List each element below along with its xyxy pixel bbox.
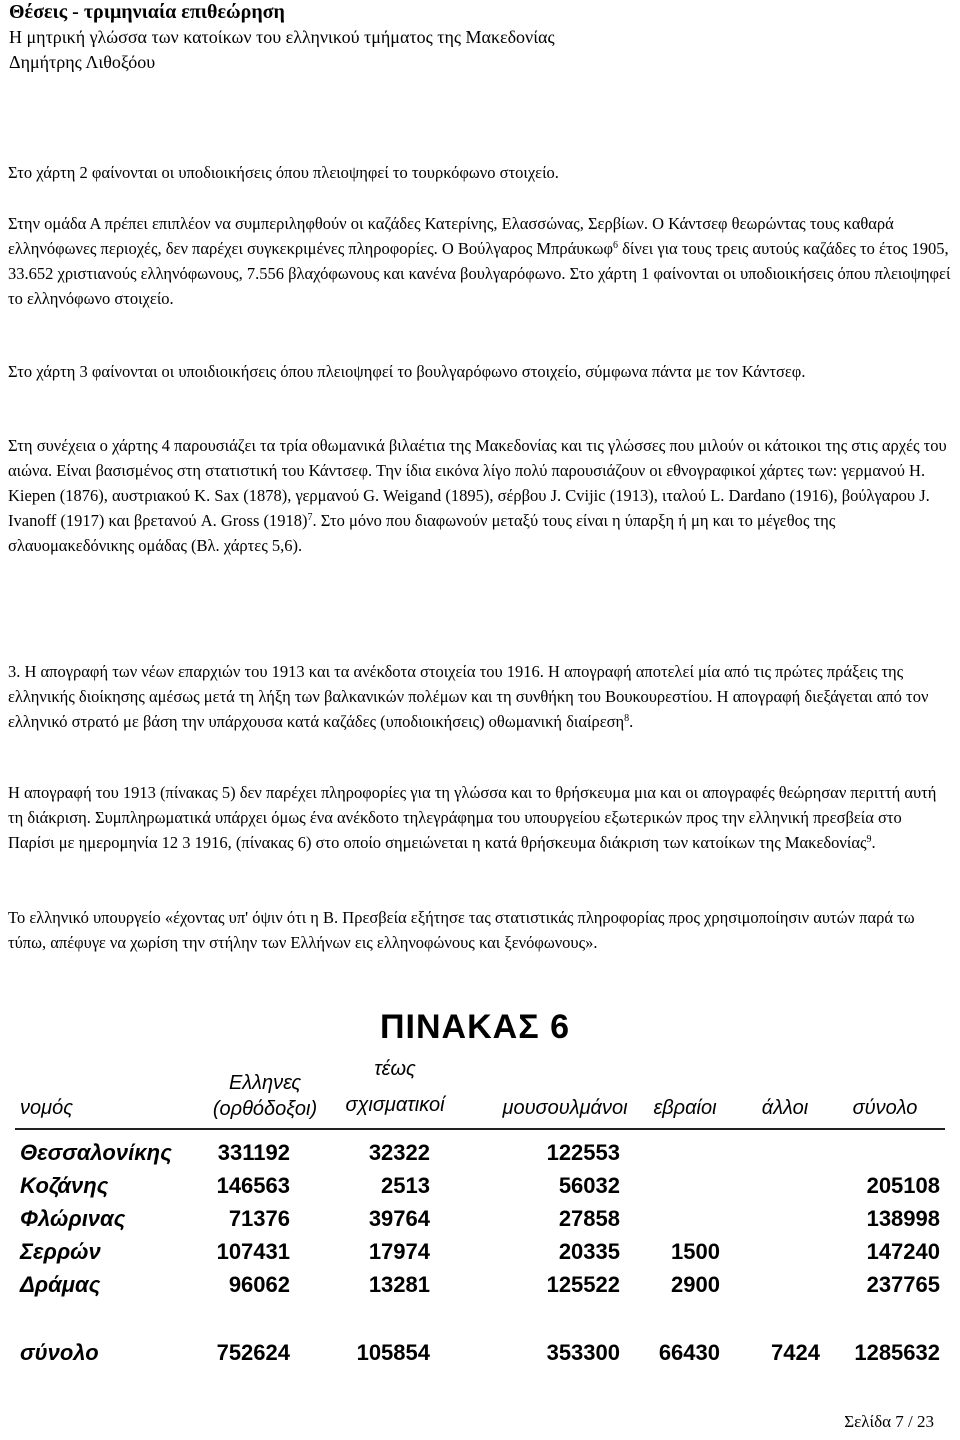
page-number: Σελίδα 7 / 23 [844,1412,934,1431]
col-header-alloi: άλλοι [761,1097,809,1119]
table-title: ΠΙΝΑΚΑΣ 6 [380,1008,570,1046]
paragraph-census-1913: 3. Η απογραφή των νέων επαρχιών του 1913 και τα ανέκδοτα στοιχεία του 1916. Η απογραφή αποτελεί μία από τις πρώτες πράξεις της ελληνικής διοίκησης αμέσως μετά τη λήξη των βαλκανικών πολέμων και τη συνθήκη του Βουκουρεστίου. Η απογραφή διεξάγεται από τον ελληνικό στρατό με βάση την υπάρχουσα κατά καζάδες (υποδιοικήσεις) οθωμανική διαίρεση$^8$. [8,662,929,731]
col-header-nomos: νομός [20,1097,73,1119]
paragraph-group-a: Στην ομάδα Α πρέπει επιπλέον να συμπεριληφθούν οι καζάδες Κατερίνης, Ελασσώνας, Σερβίων. Ο Κάντσεφ θεωρώντας τους καθαρά ελληνόφωνες περιοχές, δεν παρέχει συγκεκριμένες πληροφορίες. Ο Βούλγαρος Μπράυκωφ$^6$ δίνει για τους τρεις αυτούς καζάδες το έτος 1905, 33.652 χριστιανούς ελληνόφωνους, 7.556 βλαχόφωνους και κανένα βουλγαρόφωνο. Στο χάρτη 1 φαίνονται οι υποδιοικήσεις όπου πλειοψηφεί το ελληνόφωνο στοιχείο. [8,214,951,308]
table-rule [15,1128,945,1130]
table-6-image: ΠΙΝΑΚΑΣ 6 νομός Ελληνες (ορθόδοξοι) τέως σχισματικοί μουσουλμάνοι εβραίοι άλλοι σύνολο Θεσσαλονίκης 331192 32322 122553 Κοζάνης 146563 2513 56032 205108 Φλώρινας 71376 39764 27858 138998 Σερρών 107431 17974 20335 1500 147240 Δράμας 96062 13281 125522 2900 237765 σύνολο 752624 105854 353300 66430 7424 1285632 [0,998,960,1390]
footnote-ref-9[interactable]: 9 [866,834,872,845]
paragraph-map3: Στο χάρτη 3 φαίνονται οι υποιδιοικήσεις όπου πλειοψηφεί το βουλγαρόφωνο στοιχείο, σύμφωνα πάντα με τον Κάντσεφ. [8,362,806,381]
col-header-evraioi: εβραίοι [653,1097,717,1119]
author-name: Δημήτρης Λιθοξόου [9,52,156,72]
footnote-ref-7[interactable]: 7 [307,512,313,523]
paragraph-map4: Στη συνέχεια ο χάρτης 4 παρουσιάζει τα τρία οθωμανικά βιλαέτια της Μακεδονίας και τις γλώσσες που μιλούν οι κάτοικοι της στις αρχές του αιώνα. Είναι βασισμένος στη στατιστική του Κάντσεφ. Την ίδια εικόνα λίγο πολύ παρουσιάζουν οι εθνογραφικοί χάρτες των: γερμανού H. Kiepen (1876), αυστριακού K. Sax (1878), γερμανού G. Weigand (1895), σέρβου J. Cvijic (1913), ιταλού L. Dardano (1916), βούλγαρου J. Ivanoff (1917) και βρετανού A. Gross $(1918)^7$. Στο μόνο που διαφωνούν μεταξύ τους είναι η ύπαρξη ή μη και το μέγεθος της σλαυομακεδόνικης ομάδας (Βλ. χάρτες 5,6). [8,436,947,555]
paragraph-map2: Στο χάρτη 2 φαίνονται οι υποδιοικήσεις όπου πλειοψηφεί το τουρκόφωνο στοιχείο. [8,163,559,182]
paragraph-ministry-quote: Το ελληνικό υπουργείο «έχοντας υπ' όψιν ότι η Β. Πρεσβεία εξήτησε τας στατιστικάς πληροφορίας προς χρησιμοποίησιν αυτών παρά τω τύπω, απέφυγε να χωρίση την στήλην των Ελλήνων εις ελληνοφώνους και ξενόφωνους». [8,908,915,952]
col-header-synolo: σύνολο [852,1097,918,1119]
footnote-ref-8[interactable]: 8 [624,713,630,724]
footnote-ref-6[interactable]: 6 [613,240,619,251]
col-header-schismatikoi: τέως σχισματικοί [345,1058,445,1116]
col-header-mousoulmanoi: μουσουλμάνοι [502,1097,628,1119]
paragraph-telegram: Η απογραφή του 1913 (πίνακας 5) δεν παρέχει πληροφορίες για τη γλώσσα και το θρήσκευμα μια και οι απογραφές θεώρησαν περιττή αυτή τη διάκριση. Συμπληρωματικά υπάρχει όμως ένα ανέκδοτο τηλεγράφημα του υπουργείου εξωτερικών προς την ελληνική πρεσβεία στο Παρίσι με ημερομηνία 12 3 1916, (πίνακας 6) στο οποίο σημειώνεται η κατά θρήσκευμα διάκριση των κατοίκων της Μακεδονίας$^9$. [8,783,937,852]
article-title: Η μητρική γλώσσα των κατοίκων του ελληνικού τμήματος της Μακεδονίας [9,27,555,47]
journal-title: Θέσεις - τριμηνιαία επιθεώρηση [9,1,285,23]
col-header-ellines: Ελληνες (ορθόδοξοι) [212,1072,318,1120]
page-header [9,0,555,75]
